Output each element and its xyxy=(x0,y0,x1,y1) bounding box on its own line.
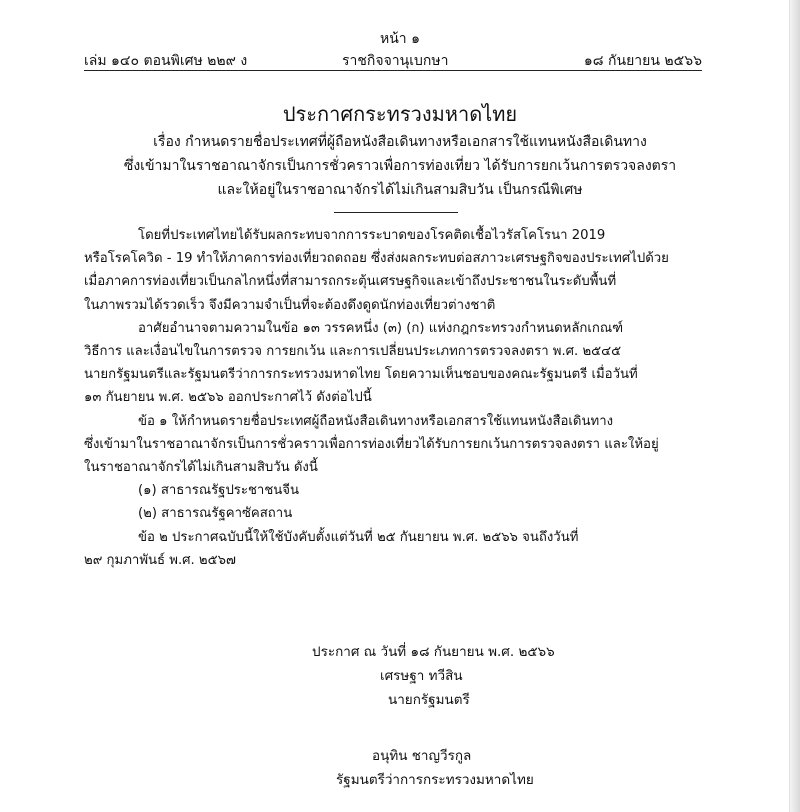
body-line: หรือโรคโควิด - 19 ทำให้ภาคการท่องเที่ยวถดถอย ซึ่งส่งผลกระทบต่อสภาวะเศรษฐกิจของประเทศไปด้วย xyxy=(84,251,669,267)
viewer-edge xyxy=(789,0,800,812)
header-date: ๑๘ กันยายน ๒๕๖๖ xyxy=(583,53,702,69)
clause-2: ข้อ ๒ ประกาศฉบับนี้ให้ใช้บังคับตั้งแต่วันที่ ๒๕ กันยายน พ.ศ. ๒๕๖๖ จนถึงวันที่ xyxy=(138,529,579,545)
announcement-title: ประกาศกระทรวงมหาดไทย xyxy=(282,102,518,126)
body-line: วิธีการ และเงื่อนไขในการตรวจ การยกเว้น และการเปลี่ยนประเภทการตรวจลงตรา พ.ศ. ๒๕๔๕ xyxy=(84,344,622,360)
header-divider xyxy=(84,70,702,71)
body-line: โดยที่ประเทศไทยได้รับผลกระทบจากการระบาดของโรคติดเชื้อไวรัสโคโรนา 2019 xyxy=(138,228,606,243)
clause-1: ข้อ ๑ ให้กำหนดรายชื่อประเทศผู้ถือหนังสือเดินทางหรือเอกสารใช้แทนหนังสือเดินทาง xyxy=(138,413,614,429)
subject-line: และให้อยู่ในราชอาณาจักรได้ไม่เกินสามสิบวัน เป็นกรณีพิเศษ xyxy=(217,182,583,198)
body-line: ๑๓ กันยายน พ.ศ. ๒๕๖๖ ออกประกาศไว้ ดังต่อไปนี้ xyxy=(84,390,372,406)
announcement-date: ประกาศ ณ วันที่ ๑๘ กันยายน พ.ศ. ๒๕๖๖ xyxy=(312,644,555,660)
body-line: ๒๙ กุมภาพันธ์ พ.ศ. ๒๕๖๗ xyxy=(84,552,236,568)
country-item-china: (๑) สาธารณรัฐประชาชนจีน xyxy=(138,483,300,499)
signer-2-name: อนุทิน ชาญวีรกูล xyxy=(372,748,472,764)
signer-2-title: รัฐมนตรีว่าการกระทรวงมหาดไทย xyxy=(336,772,534,788)
page-number: หน้า ๑ xyxy=(380,31,420,47)
gazette-header xyxy=(84,50,702,70)
body-line: ในภาพรวมได้รวดเร็ว จึงมีความจำเป็นที่จะต้องดึงดูดนักท่องเที่ยวต่างชาติ xyxy=(84,297,496,313)
signer-1-name: เศรษฐา ทวีสิน xyxy=(380,668,463,684)
country-item-kazakhstan: (๒) สาธารณรัฐคาซัคสถาน xyxy=(138,506,293,522)
subject-line: เรื่อง กำหนดรายชื่อประเทศที่ผู้ถือหนังสือเดินทางหรือเอกสารใช้แทนหนังสือเดินทาง xyxy=(153,134,647,150)
body-line: ในราชอาณาจักรได้ไม่เกินสามสิบวัน ดังนี้ xyxy=(84,460,318,476)
announcement-subject xyxy=(60,130,740,202)
body-line: เมื่อภาคการท่องเที่ยวเป็นกลไกหนึ่งที่สามารถกระตุ้นเศรษฐกิจและเข้าถึงประชาชนในระดับพื้นที่ xyxy=(84,274,617,290)
body-line: ซึ่งเข้ามาในราชอาณาจักรเป็นการชั่วคราวเพื่อการท่องเที่ยวได้รับการยกเว้นการตรวจลงตรา และให้อยู่ xyxy=(84,436,659,452)
announcement-body xyxy=(84,224,702,572)
signer-1-title: นายกรัฐมนตรี xyxy=(388,692,470,708)
body-line: อาศัยอำนาจตามความในข้อ ๑๓ วรรคหนึ่ง (๓) (ก) แห่งกฎกระทรวงกำหนดหลักเกณฑ์ xyxy=(138,320,624,336)
header-volume: เล่ม ๑๔๐ ตอนพิเศษ ๒๒๙ ง xyxy=(84,53,248,69)
subject-line: ซึ่งเข้ามาในราชอาณาจักรเป็นการชั่วคราวเพื่อการท่องเที่ยว ได้รับการยกเว้นการตรวจลงตรา xyxy=(123,158,677,174)
header-publication: ราชกิจจานุเบกษา xyxy=(342,53,449,69)
body-line: นายกรัฐมนตรีและรัฐมนตรีว่าการกระทรวงมหาดไทย โดยความเห็นชอบของคณะรัฐมนตรี เมื่อวันที่ xyxy=(84,367,638,383)
title-divider xyxy=(334,212,458,213)
